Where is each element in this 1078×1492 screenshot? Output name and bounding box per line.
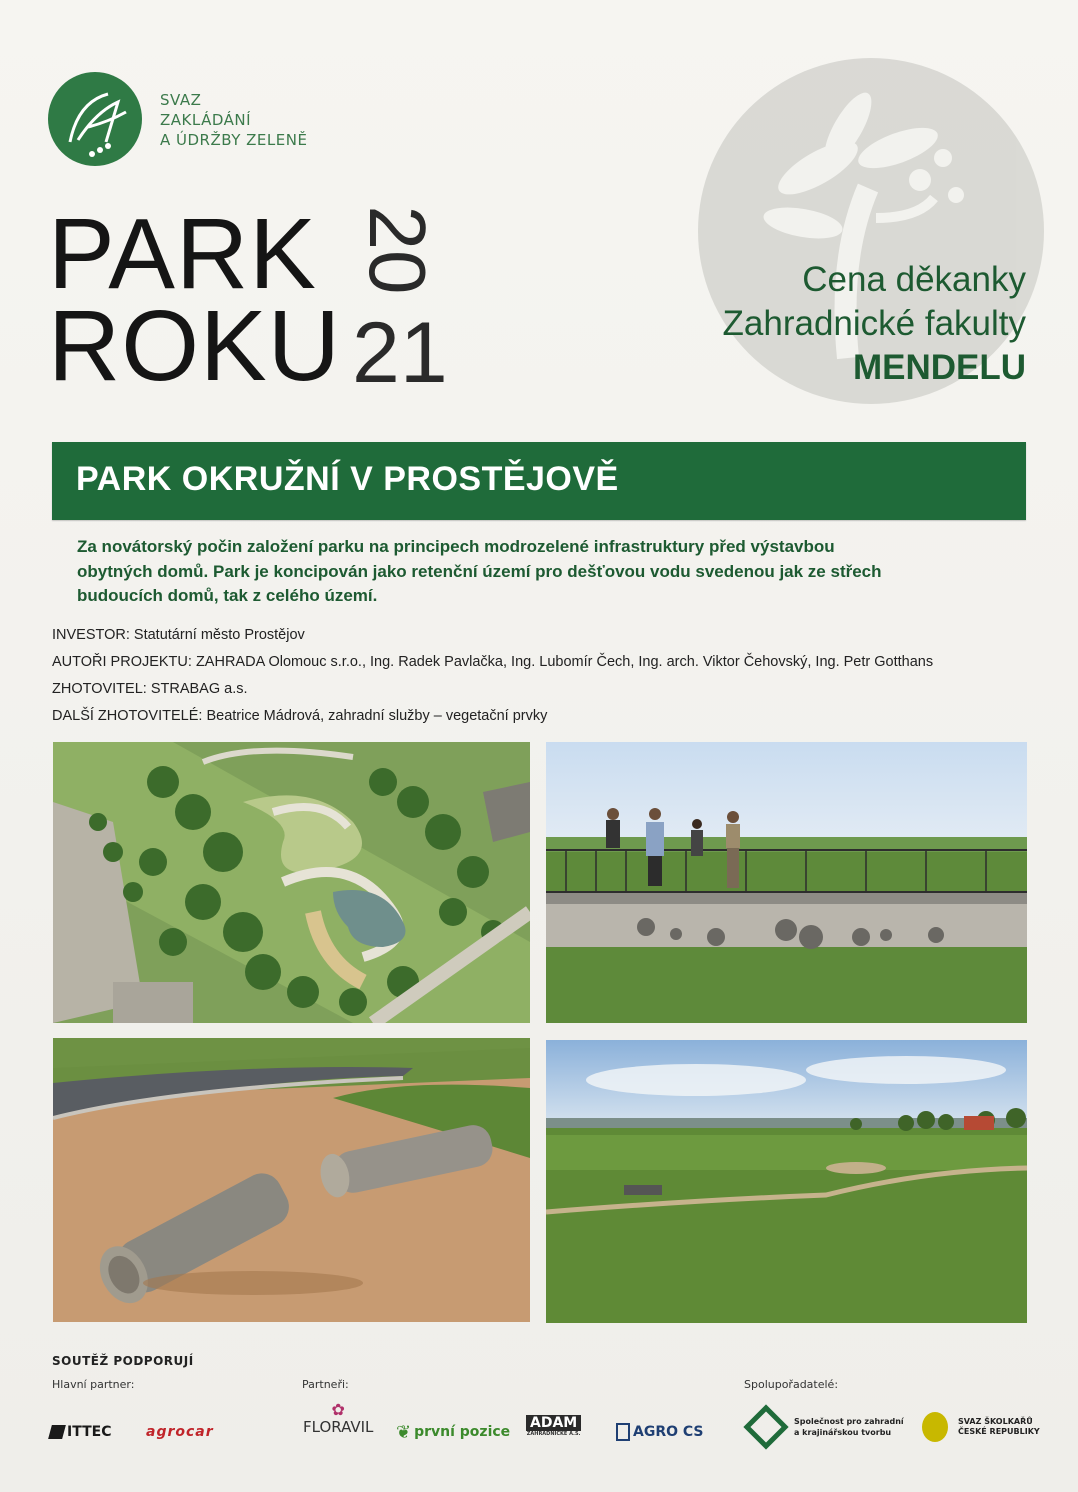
logo-subtext: ZAHRADNICKÉ A.S. [526, 1431, 581, 1437]
partners-label: Partneři: [302, 1378, 349, 1391]
award-line: MENDELU [852, 348, 1026, 387]
org-name-line: SVAZ [160, 91, 202, 109]
credit-authors [52, 649, 1052, 676]
logo-text: ITTEC [67, 1424, 112, 1440]
logo-text: první pozice [414, 1424, 511, 1440]
project-credits [52, 622, 1052, 730]
credit-value: Statutární město Prostějov [133, 627, 305, 643]
year-top: 20 [353, 205, 442, 295]
logo-svaz-skolkaru [922, 1410, 1040, 1444]
credit-label: INVESTOR: [52, 627, 130, 643]
ittec-icon [48, 1425, 66, 1439]
year-bottom: 21 [352, 305, 448, 401]
org-name-line: ZAKLÁDÁNÍ [160, 111, 252, 129]
award-text [723, 258, 1026, 390]
photo-footbridge [546, 742, 1027, 1023]
logo-adam [526, 1415, 581, 1449]
photo-aerial-render [53, 742, 530, 1023]
logo-text: AGRO CS [633, 1424, 704, 1440]
description-line: obytných domů. Park je koncipován jako retenční území pro dešťovou vodu svedenou jak ze střech [77, 561, 882, 581]
svaz-skolkaru-icon [922, 1412, 948, 1442]
description-line: Za novátorský počin založení parku na principech modrozelené infrastruktury před výstavbou [77, 537, 835, 556]
credit-contractor [52, 676, 1052, 703]
svaz-line: SVAZ ŠKOLKAŘŮ [958, 1417, 1033, 1426]
spzkt-line: Společnost pro zahradní [794, 1417, 904, 1426]
coorganizers-label: Spolupořadatelé: [744, 1378, 839, 1391]
logo-floravil [303, 1402, 373, 1436]
svaz-line: ČESKÉ REPUBLIKY [958, 1427, 1040, 1436]
credit-label: ZHOTOVITEL: [52, 681, 147, 697]
project-title: PARK OKRUŽNÍ V PROSTĚJOVĚ [76, 460, 619, 498]
credit-value: Beatrice Mádrová, zahradní služby – vegetační prvky [206, 708, 548, 724]
logo-text: FLORAVIL [303, 1418, 374, 1436]
award-line: Cena děkanky [802, 260, 1026, 299]
project-title-bar [52, 442, 1026, 520]
logo-spzkt [744, 1410, 904, 1444]
description-line: budoucích domů, tak z celého území. [77, 586, 378, 605]
org-logo [48, 72, 142, 166]
org-name-line: A ÚDRŽBY ZELENĚ [160, 131, 308, 149]
svaz-skolkaru-name [958, 1417, 1040, 1437]
credit-value: STRABAG a.s. [150, 681, 248, 697]
logo-text: agrocar [146, 1424, 214, 1440]
org-name [160, 90, 307, 150]
project-description [77, 535, 977, 609]
spzkt-line: a krajinářskou tvorbu [794, 1428, 892, 1437]
leaf-icon: ❦ [396, 1421, 412, 1443]
credit-label: AUTOŘI PROJEKTU: [52, 654, 192, 670]
main-partner-label: Hlavní partner: [52, 1378, 135, 1391]
logo-agrocar [146, 1415, 214, 1449]
logo-prvni-pozice [396, 1415, 510, 1449]
title-line: ROKU [48, 290, 341, 402]
diamond-icon [743, 1404, 788, 1449]
title-line: PARK [48, 198, 317, 310]
main-title [48, 198, 341, 402]
credit-investor [52, 622, 1052, 649]
spzkt-name [794, 1416, 904, 1438]
logo-ittec [50, 1415, 111, 1449]
logo-agro-cs [616, 1415, 704, 1449]
year [352, 205, 448, 405]
agro-cs-icon [616, 1423, 630, 1441]
credit-label: DALŠÍ ZHOTOVITELÉ: [52, 708, 203, 724]
credit-other [52, 703, 1052, 730]
photo-log-benches [53, 1038, 530, 1322]
photo-park-meadow [546, 1040, 1027, 1323]
flower-icon: ✿ [331, 1400, 345, 1419]
logo-text: ADAM [526, 1415, 581, 1431]
award-line: Zahradnické fakulty [722, 304, 1026, 343]
sponsors-title: SOUTĚŽ PODPORUJÍ [52, 1354, 194, 1368]
credit-value: ZAHRADA Olomouc s.r.o., Ing. Radek Pavlačka, Ing. Lubomír Čech, Ing. arch. Viktor Čehovský, Ing. Petr Gotthans [195, 654, 934, 670]
